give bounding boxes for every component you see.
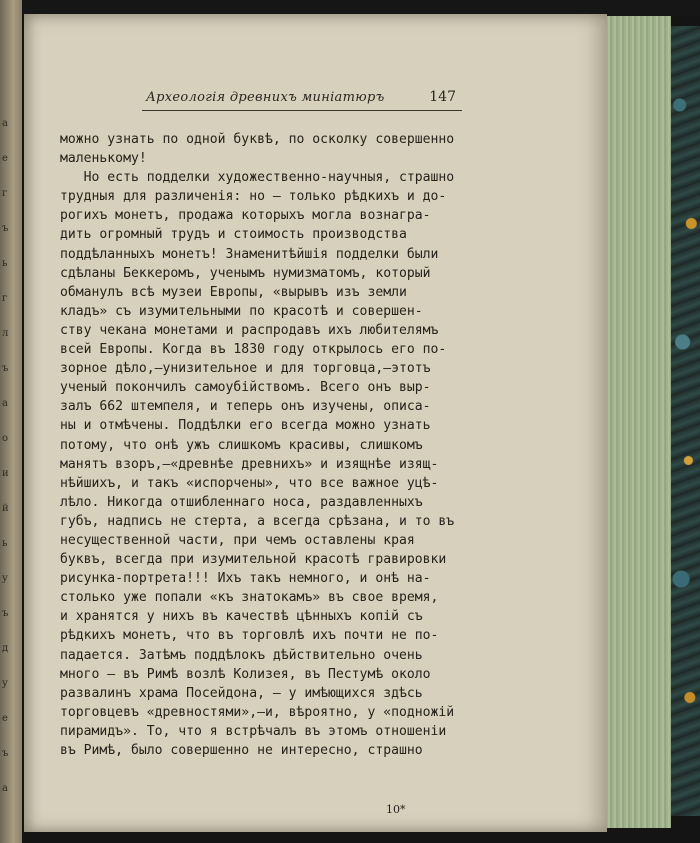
text-line: кладъ» съ изумительными по красотѣ и совершен- <box>60 303 423 319</box>
left-page-fragment: а <box>2 398 8 409</box>
text-line: дить огромный трудъ и стоимость производства <box>60 227 407 243</box>
text-line: торговцевъ «древностями»,—и, вѣроятно, у «подножій <box>60 704 455 720</box>
text-line: можно узнать по одной буквѣ, по осколку совершенно <box>60 132 455 147</box>
text-line: потому, что онѣ ужъ слишкомъ красивы, слишкомъ <box>60 437 423 453</box>
text-line: столько уже попали «къ знатокамъ» въ свое время, <box>60 590 439 606</box>
page-number: 147 <box>429 89 456 105</box>
text-line: обманулъ всѣ музеи Европы, «вырывъ изъ земли <box>60 284 407 300</box>
text-line: развалинъ храма Посейдона, — у имѣющихся здѣсь <box>60 685 423 701</box>
text-line: рисунка-портрета!!! Ихъ такъ немного, и онѣ на- <box>60 571 431 587</box>
left-page-fragment: ъ <box>2 608 9 619</box>
text-line: ны и отмѣчены. Поддѣлки его всегда можно узнать <box>60 418 431 434</box>
text-line: сдѣланы Беккеромъ, ученымъ нумизматомъ, который <box>60 265 431 281</box>
text-line: пирамидъ». То, что я встрѣчалъ въ этомъ отношеніи <box>60 723 447 739</box>
left-page-fragment: л <box>2 328 9 339</box>
text-line: и хранятся у нихъ въ качествѣ цѣнныхъ копій съ <box>60 609 423 625</box>
text-line: буквъ, всегда при изумительной красотѣ гравировки <box>60 552 447 568</box>
left-page-fragment: а <box>2 783 8 794</box>
left-page-fragment: д <box>2 643 9 654</box>
text-line: трудныя для различенія: но — только рѣдкихъ и до- <box>60 189 447 205</box>
marbled-cover-edge <box>671 26 700 816</box>
body-text <box>60 130 464 760</box>
text-line: падается. Затѣмъ поддѣлокъ дѣйствительно очень <box>60 647 423 663</box>
text-line: рѣдкихъ монетъ, что въ торговлѣ ихъ почти не по- <box>60 628 439 644</box>
text-line: Но есть подделки художественно-научныя, страшно <box>60 170 455 186</box>
left-page-edge <box>0 0 22 843</box>
book-page <box>24 14 607 832</box>
text-line: несущественной части, при чемъ оставлены края <box>60 532 415 548</box>
text-line: лѣло. Никогда отшибленнаго носа, раздавленныхъ <box>60 494 423 510</box>
text-line: въ Римѣ, было совершенно не интересно, страшно <box>60 743 423 758</box>
running-head: Археологія древнихъ миніатюръ <box>146 90 385 105</box>
left-page-fragment: е <box>2 713 8 724</box>
left-page-fragment: г <box>2 293 8 304</box>
text-line: рогихъ монетъ, продажа которыхъ могла вознагра- <box>60 208 431 224</box>
left-page-fragment: й <box>2 503 9 514</box>
left-page-fragment: ъ <box>2 363 9 374</box>
left-page-fragment: г <box>2 188 8 199</box>
text-line: много — въ Римѣ возлѣ Колизея, въ Пестумѣ около <box>60 666 431 682</box>
left-page-fragment: ь <box>2 258 8 269</box>
left-page-fragment: у <box>2 573 8 584</box>
left-page-fragment: ъ <box>2 223 9 234</box>
text-line: поддѣланныхъ монетъ! Знаменитѣйшія подделки были <box>60 246 439 262</box>
left-page-fragment: ъ <box>2 748 9 759</box>
text-line: манятъ взоръ,—«древнѣе древнихъ» и изящнѣе изящ- <box>60 456 439 472</box>
page-fore-edge <box>607 16 671 828</box>
page-header <box>142 90 462 111</box>
text-line: нѣйшихъ, и такъ «испорчены», что все важное уцѣ- <box>60 475 439 491</box>
text-line: зорное дѣло,—унизительное и для торговца,—этотъ <box>60 361 431 377</box>
left-page-fragment: о <box>2 433 9 444</box>
left-page-fragment: ь <box>2 538 8 549</box>
left-page-fragment: е <box>2 153 8 164</box>
left-page-fragment: и <box>2 468 9 479</box>
text-line: залъ 662 штемпеля, и теперь онъ изучены, описа- <box>60 399 431 415</box>
text-line: всей Европы. Когда въ 1830 году открылось его по- <box>60 342 447 358</box>
text-line: ству чекана монетами и распродавъ ихъ любителямъ <box>60 322 439 338</box>
signature-mark: 10* <box>386 803 406 816</box>
text-line: ученый покончилъ самоубійствомъ. Всего онъ выр- <box>60 380 431 396</box>
text-line: губъ, надпись не стерта, а всегда срѣзана, и то въ <box>60 513 455 529</box>
left-page-fragment: у <box>2 678 8 689</box>
left-page-fragment: а <box>2 118 8 129</box>
text-line: маленькому! <box>60 151 147 167</box>
